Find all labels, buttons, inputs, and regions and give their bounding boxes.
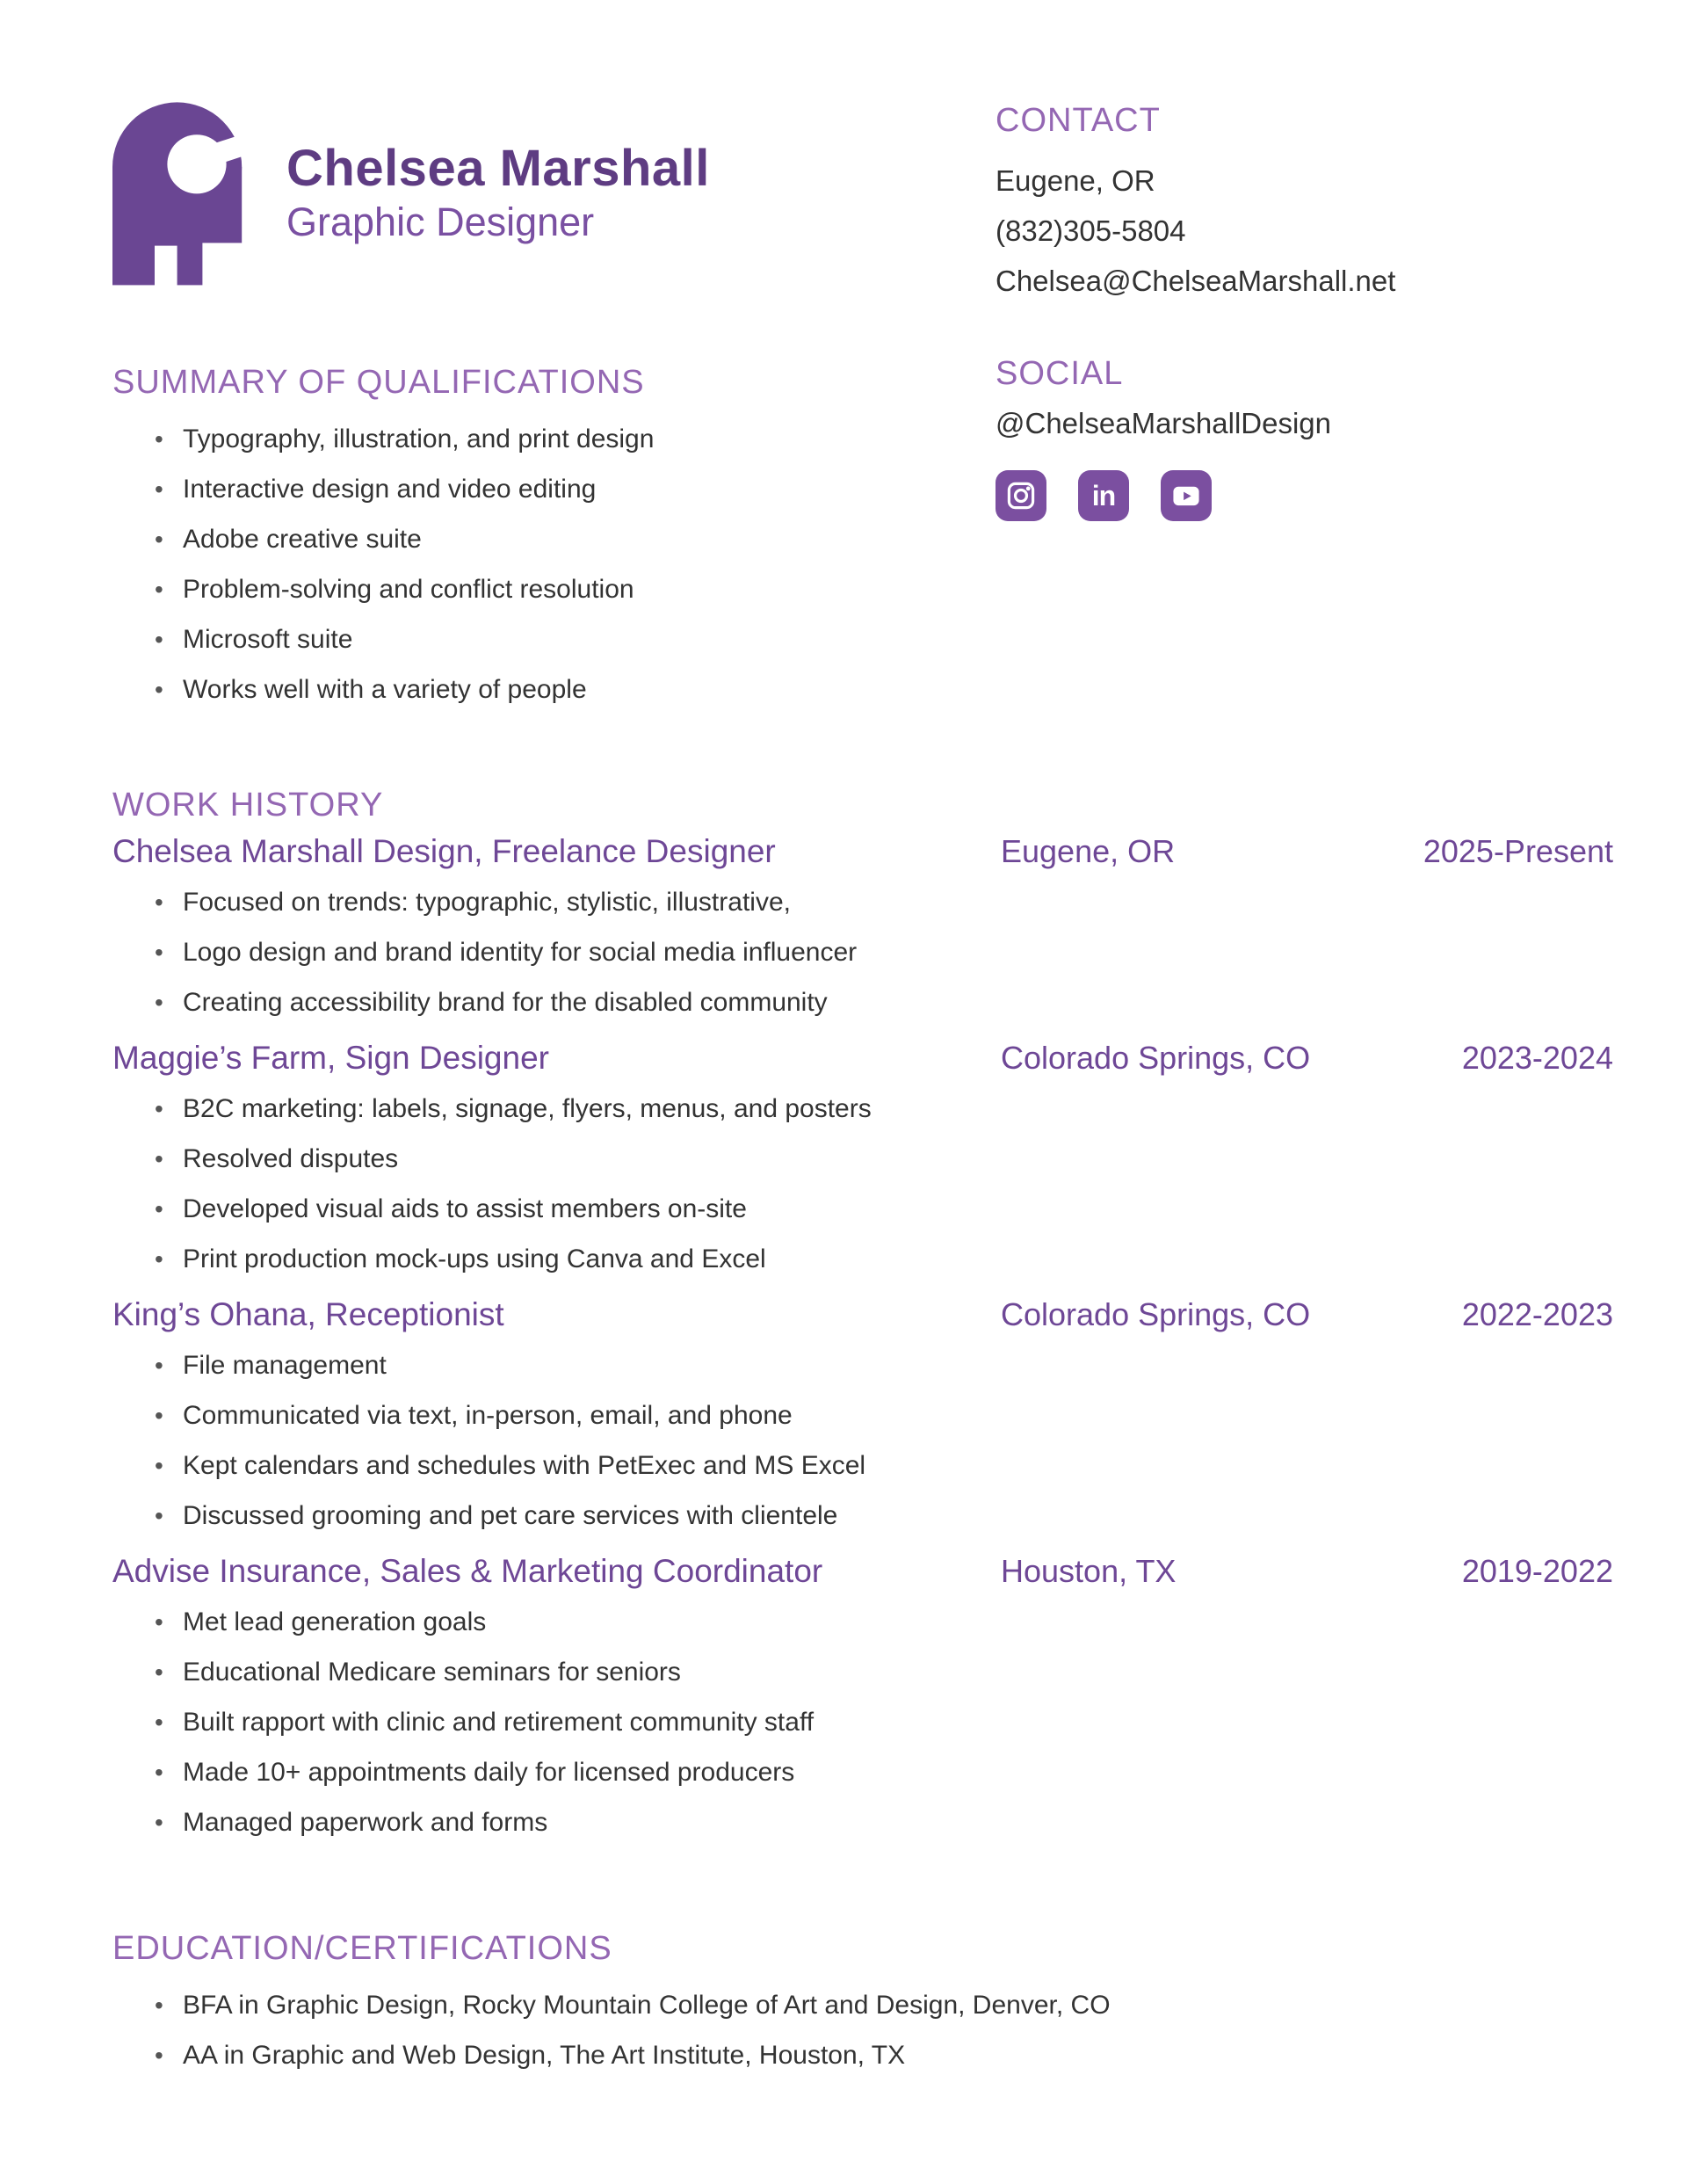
name-block [286, 141, 710, 288]
job-entry-3 [112, 1288, 1613, 1541]
job-head [112, 1288, 1613, 1335]
left-column [112, 102, 996, 715]
job-bullet-item: • Print production mock-ups using Canva and Excel [112, 1234, 1613, 1284]
contact-line: Chelsea@ChelseaMarshall.net [996, 265, 1396, 297]
top-section [112, 102, 1613, 715]
youtube-icon[interactable] [1161, 470, 1212, 521]
right-column [996, 102, 1613, 521]
job-entry-1 [112, 824, 1613, 1027]
summary-bullet-item: • Problem-solving and conflict resolution [112, 564, 996, 614]
work-history-section [112, 787, 1613, 1847]
job-head [112, 1031, 1613, 1078]
job-head [112, 1544, 1613, 1592]
job-dates: 2025-Present [1423, 833, 1613, 869]
job-bullets [112, 1340, 1613, 1541]
job-bullet-item: • Developed visual aids to assist members on-site [112, 1184, 1613, 1234]
job-bullet-item: • Discussed grooming and pet care services with clientele [112, 1491, 1613, 1541]
job-dates: 2022-2023 [1461, 1296, 1613, 1332]
job-bullet-item: • Creating accessibility brand for the disabled community [112, 977, 1613, 1027]
summary-bullet-item: • Interactive design and video editing [112, 464, 996, 514]
summary-bullet-item: • Works well with a variety of people [112, 664, 996, 715]
person-title: Graphic Designer [286, 199, 595, 244]
job-bullet-item: • Built rapport with clinic and retirement community staff [112, 1697, 1613, 1747]
education-list [112, 1980, 1613, 2080]
job-bullet-item: • Logo design and brand identity for social media influencer [112, 927, 1613, 977]
job-title: King’s Ohana, Receptionist [112, 1296, 504, 1332]
social-section [996, 355, 1613, 521]
brand-header [112, 102, 996, 288]
job-location: Houston, TX [1001, 1553, 1177, 1589]
summary-bullet-item: • Typography, illustration, and print design [112, 414, 996, 464]
job-bullet-item: • B2C marketing: labels, signage, flyers, menus, and posters [112, 1084, 1613, 1134]
job-title: Chelsea Marshall Design, Freelance Designer [112, 833, 776, 869]
job-entry-2 [112, 1031, 1613, 1284]
education-heading: EDUCATION/CERTIFICATIONS [112, 1930, 612, 1967]
job-bullet-item: • Made 10+ appointments daily for licensed producers [112, 1747, 1613, 1797]
job-bullet-item: • Kept calendars and schedules with PetExec and MS Excel [112, 1440, 1613, 1491]
contact-lines [996, 156, 1613, 306]
work-history-heading: WORK HISTORY [112, 787, 384, 824]
social-handle: @ChelseaMarshallDesign [996, 407, 1331, 439]
job-head [112, 824, 1613, 872]
job-location: Colorado Springs, CO [1001, 1040, 1311, 1076]
summary-list [112, 414, 996, 715]
job-bullets [112, 877, 1613, 1027]
contact-line: (832)305-5804 [996, 214, 1186, 247]
summary-heading: SUMMARY OF QUALIFICATIONS [112, 364, 645, 401]
brand-logo-icon [112, 102, 253, 288]
linkedin-icon[interactable]: in [1078, 470, 1129, 521]
job-bullet-item: • Focused on trends: typographic, stylistic, illustrative, [112, 877, 1613, 927]
summary-section [112, 364, 996, 715]
job-bullet-item: • Educational Medicare seminars for seniors [112, 1647, 1613, 1697]
social-heading: SOCIAL [996, 355, 1124, 392]
job-location: Eugene, OR [1001, 833, 1176, 869]
summary-bullet-item: • Microsoft suite [112, 614, 996, 664]
instagram-icon[interactable] [996, 470, 1046, 521]
person-name: Chelsea Marshall [286, 140, 710, 197]
social-icon-row [996, 470, 1613, 521]
job-title: Maggie’s Farm, Sign Designer [112, 1040, 549, 1076]
job-bullet-item: • Communicated via text, in-person, email, and phone [112, 1390, 1613, 1440]
education-bullet-item: • AA in Graphic and Web Design, The Art Institute, Houston, TX [112, 2030, 1613, 2080]
job-bullets [112, 1597, 1613, 1847]
summary-bullet-item: • Adobe creative suite [112, 514, 996, 564]
contact-section [996, 102, 1613, 306]
job-dates: 2019-2022 [1461, 1553, 1613, 1589]
job-location: Colorado Springs, CO [1001, 1296, 1311, 1332]
job-entry-4 [112, 1544, 1613, 1847]
job-dates: 2023-2024 [1461, 1040, 1613, 1076]
education-bullet-item: • BFA in Graphic Design, Rocky Mountain College of Art and Design, Denver, CO [112, 1980, 1613, 2030]
contact-heading: CONTACT [996, 102, 1161, 139]
contact-line: Eugene, OR [996, 164, 1155, 197]
education-section [112, 1930, 1613, 2080]
job-bullets [112, 1084, 1613, 1284]
job-bullet-item: • Resolved disputes [112, 1134, 1613, 1184]
job-bullet-item: • Managed paperwork and forms [112, 1797, 1613, 1847]
job-title: Advise Insurance, Sales & Marketing Coordinator [112, 1553, 823, 1589]
job-bullet-item: • Met lead generation goals [112, 1597, 1613, 1647]
job-bullet-item: • File management [112, 1340, 1613, 1390]
